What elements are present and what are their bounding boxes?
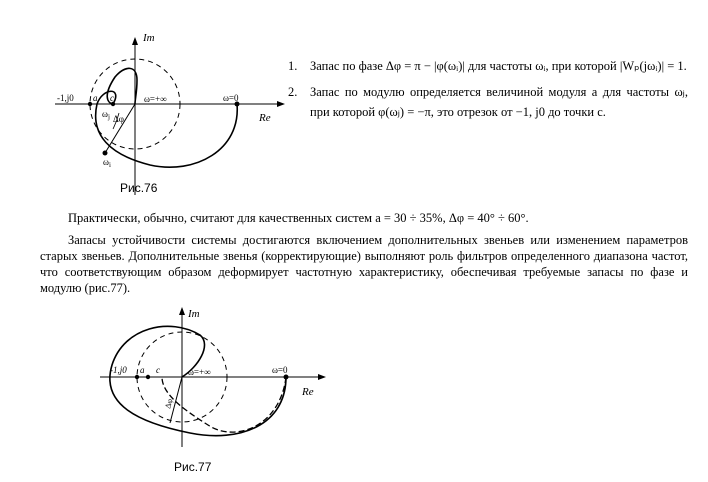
label-omega-inf: ω=+∞	[144, 94, 167, 104]
label-re: Re	[302, 386, 314, 398]
im-axis-arrow	[179, 307, 185, 315]
label-a: a	[93, 93, 98, 103]
fig77-caption: Рис.77	[174, 460, 212, 474]
paragraph-typical-values: Практически, обычно, считают для качественных систем a = 30 ÷ 35%, Δφ = 40° ÷ 60°.	[68, 211, 529, 225]
list-item-text: Запас по фазе Δφ = π − |φ(ωᵢ)| для частоты ωᵢ, при которой |Wₚ(jωᵢ)| = 1.	[310, 59, 687, 73]
point-omega-i	[103, 151, 108, 156]
margin-definitions-list	[288, 56, 688, 128]
label-omega-zero: ω=0	[223, 93, 239, 103]
label-omega-zero: ω=0	[272, 365, 288, 375]
list-item	[288, 82, 688, 122]
label-omega-inf: ω=+∞	[188, 367, 211, 377]
label-re: Re	[259, 112, 271, 124]
label-im: Im	[188, 308, 200, 320]
paragraph-stability-margins: Запасы устойчивости системы достигаются включением дополнительных звеньев или изменением параметров старых звеньев. Дополнительные звенья (корректирующие) выполняют роль фильтров определенного диапазона частот, что соответствующим образом деформирует частотную характеристику, обеспечивая требуемые запасы по фазе и модулю (рис.77).	[40, 233, 688, 295]
label-a: a	[140, 365, 145, 375]
point-c	[146, 375, 150, 379]
label-minus1: -1,j0	[57, 93, 74, 103]
label-dphi: Δφ	[113, 114, 124, 124]
list-item-number: 2.	[288, 85, 298, 99]
label-dphi: Δφ	[163, 397, 175, 410]
label-omega-i: $\omega_i$	[103, 157, 111, 169]
list-item	[288, 56, 688, 76]
figure-76	[55, 25, 285, 200]
label-minus1: -1,j0	[110, 365, 127, 375]
im-axis-arrow	[132, 37, 138, 45]
point-omega-zero	[284, 375, 289, 380]
re-axis-arrow	[318, 374, 326, 380]
label-im: Im	[143, 32, 155, 44]
list-item-text: Запас по модулю определяется величиной модуля a для частоты ωⱼ, при которой φ(ωⱼ) = −π, это отрезок от −1, j0 до точки c.	[310, 85, 688, 119]
label-c: c	[110, 93, 114, 103]
original-nyquist-curve-dashed	[162, 377, 286, 432]
phase-line	[105, 104, 135, 153]
label-c: c	[156, 365, 160, 375]
list-item-number: 1.	[288, 59, 298, 73]
re-axis-arrow	[277, 101, 285, 107]
point-minus1	[88, 102, 92, 106]
fig76-caption: Рис.76	[120, 181, 158, 195]
point-minus1	[135, 375, 139, 379]
label-omega-j: $\omega_j$	[102, 109, 110, 121]
figure-77	[90, 305, 330, 455]
